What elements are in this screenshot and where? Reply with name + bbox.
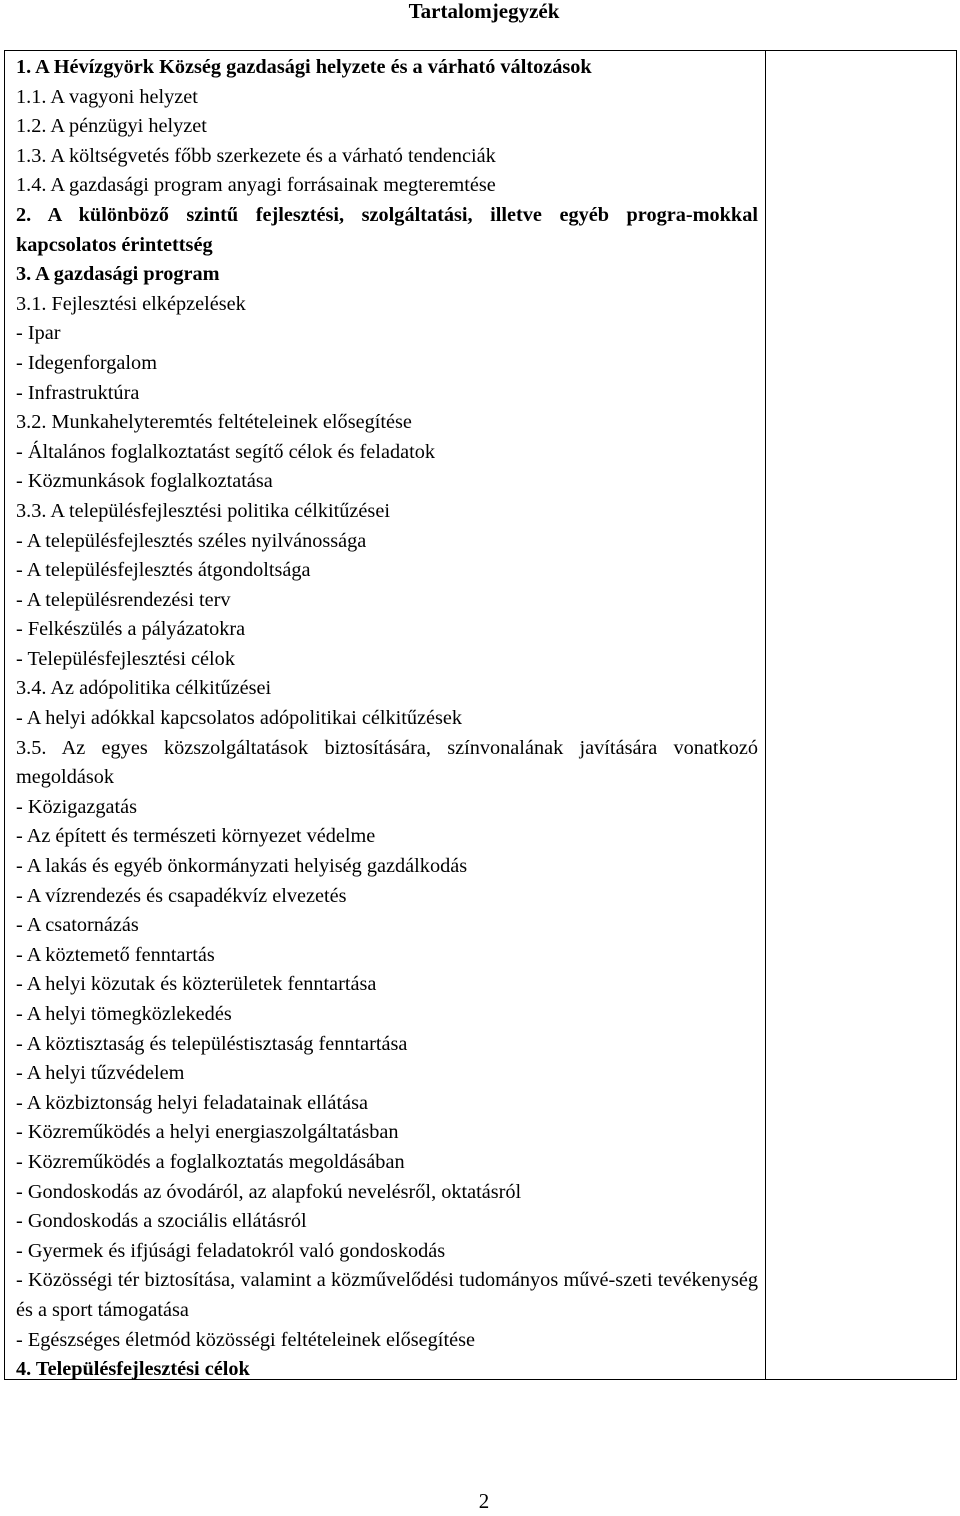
toc-entry: - A helyi közutak és közterületek fenntartása	[16, 973, 377, 996]
page-number: 2	[478, 1489, 490, 1513]
toc-entry: - A településfejlesztés átgondoltsága	[16, 559, 311, 582]
toc-entry: 3. A gazdasági program	[16, 263, 220, 286]
toc-entry: - Közreműködés a foglalkoztatás megoldásában	[16, 1150, 405, 1173]
toc-entry: - A helyi tömegközlekedés	[16, 1003, 232, 1025]
toc-entry: - A köztisztaság és településtisztaság fenntartása	[16, 1032, 408, 1055]
toc-entry: 3.4. Az adópolitika célkitűzései	[16, 677, 272, 700]
toc-entry: 3.3. A településfejlesztési politika célkitűzései	[16, 499, 390, 522]
toc-entry: - Gyermek és ifjúsági feladatokról való gondoskodás	[16, 1239, 446, 1262]
toc-entry: - Gondoskodás a szociális ellátásról	[16, 1210, 307, 1233]
toc-entry: 1. A Hévízgyörk Község gazdasági helyzete és a várható változások	[16, 56, 592, 78]
toc-entry: 4. Településfejlesztési célok	[16, 1358, 250, 1381]
toc-entry: - Gondoskodás az óvodáról, az alapfokú nevelésről, oktatásról	[16, 1180, 522, 1203]
column-divider	[765, 51, 766, 1379]
toc-entry: - Egészséges életmód közösségi feltételeinek elősegítése	[16, 1328, 475, 1351]
toc-entry: - Az épített és természeti környezet védelme	[16, 825, 376, 848]
toc-entry: - A lakás és egyéb önkormányzati helyiség gazdálkodás	[16, 855, 468, 878]
toc-entry: - A településfejlesztés széles nyilvánossága	[16, 529, 367, 552]
toc-entry: 1.1. A vagyoni helyzet	[16, 85, 198, 108]
toc-entry: 3.2. Munkahelyteremtés feltételeinek elősegítése	[16, 411, 412, 434]
page-title: Tartalomjegyzék	[408, 0, 560, 23]
toc-entry: 3.1. Fejlesztési elképzelések	[16, 292, 246, 315]
toc-entry: 1.2. A pénzügyi helyzet	[16, 115, 207, 138]
toc-entry: - Közmunkások foglalkoztatása	[16, 470, 273, 493]
toc-entry: - A helyi adókkal kapcsolatos adópolitikai célkitűzések	[16, 707, 463, 730]
toc-entry: - Felkészülés a pályázatokra	[16, 618, 246, 641]
toc-entry: - Közigazgatás	[16, 795, 138, 818]
toc-entry: 1.3. A költségvetés főbb szerkezete és a várható tendenciák	[16, 144, 496, 167]
toc-entry: 2. A különböző szintű fejlesztési, szolgáltatási, illetve egyéb progra-mokkal kapcsolatos érintettség	[16, 203, 758, 256]
toc-entry: - Településfejlesztési célok	[16, 647, 235, 670]
toc-entry: - Idegenforgalom	[16, 351, 157, 374]
toc-entry: 1.4. A gazdasági program anyagi forrásainak megteremtése	[16, 174, 496, 197]
toc-entry: - Ipar	[16, 322, 61, 345]
toc-entry: - Közreműködés a helyi energiaszolgáltatásban	[16, 1121, 399, 1144]
toc-entry: - A helyi tűzvédelem	[16, 1062, 185, 1085]
toc-table	[4, 50, 957, 1380]
toc-entry: - A csatornázás	[16, 914, 139, 937]
toc-entry: - Közösségi tér biztosítása, valamint a közművelődési tudományos művé-szeti tevékenység és a sport támogatása	[16, 1269, 758, 1321]
toc-entry: - A köztemető fenntartás	[16, 943, 215, 966]
toc-entry: - A közbiztonság helyi feladatainak ellátása	[16, 1091, 368, 1114]
toc-entries	[16, 53, 758, 1385]
toc-entry: - Általános foglalkoztatást segítő célok és feladatok	[16, 440, 436, 463]
toc-entry: - Infrastruktúra	[16, 381, 140, 404]
toc-entry: 3.5. Az egyes közszolgáltatások biztosítására, színvonalának javítására vonatkozó megoldások	[16, 736, 758, 789]
toc-entry: - A településrendezési terv	[16, 588, 231, 611]
toc-entry: - A vízrendezés és csapadékvíz elvezetés	[16, 884, 347, 907]
